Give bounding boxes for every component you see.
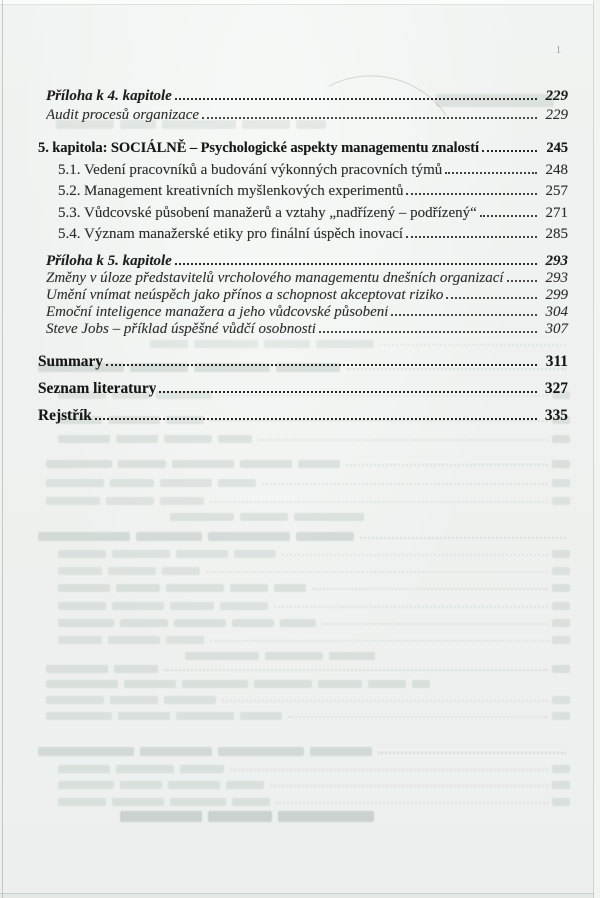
bleedthrough-line [120, 809, 570, 822]
bleedthrough-text-blob [116, 765, 174, 773]
bleedthrough-text-blob [174, 619, 226, 627]
dotted-leader [482, 150, 537, 152]
bleedthrough-line [58, 796, 570, 806]
bleedthrough-text-blob [114, 665, 158, 673]
bleedthrough-text-blob [164, 696, 216, 704]
toc-entry-label: Audit procesů organizace [46, 106, 200, 123]
bleedthrough-line [46, 694, 570, 704]
bleedthrough-text-blob [208, 532, 290, 541]
bleedthrough-text-blob [38, 747, 134, 756]
bleedthrough-text-blob [38, 532, 130, 541]
bleedthrough-page-number-blob [552, 798, 570, 806]
bleedthrough-leader [274, 606, 548, 608]
bleedthrough-text-blob [58, 619, 114, 627]
bleedthrough-line [58, 779, 570, 789]
toc-entry-page: 229 [545, 88, 568, 104]
bleedthrough-text-blob [172, 460, 234, 468]
bleedthrough-text-blob [296, 532, 354, 541]
bleedthrough-text-blob [46, 665, 108, 673]
bleedthrough-text-blob [106, 497, 154, 505]
bleedthrough-page-number-blob [412, 680, 430, 688]
bleedthrough-text-blob [112, 550, 170, 558]
toc-entry-page: 307 [545, 321, 568, 337]
bleedthrough-leader [262, 483, 548, 485]
bleedthrough-page-number-blob [552, 696, 570, 704]
toc-entry [38, 287, 568, 304]
bleedthrough-leader [276, 802, 548, 804]
bleedthrough-line [46, 678, 570, 688]
bleedthrough-line [38, 530, 570, 541]
bleedthrough-text-blob [118, 460, 166, 468]
bleedthrough-line [46, 495, 570, 505]
bleedthrough-leader [378, 752, 566, 754]
bleedthrough-leader [206, 571, 548, 573]
bleedthrough-text-blob [218, 479, 256, 487]
bleedthrough-leader [164, 669, 548, 671]
toc-entry-label: Příloha k 4. kapitole [46, 88, 172, 104]
toc-entry-label: Emoční inteligence manažera a jeho vůdcovské působení [46, 304, 389, 320]
dotted-leader [319, 331, 537, 333]
bleedthrough-leader [258, 439, 548, 441]
bleedthrough-text-blob [58, 798, 106, 806]
bleedthrough-line [58, 617, 570, 627]
toc-entry-number: 5.2. [58, 183, 81, 199]
toc-entry-label: Význam manažerské etiky pro finální úspěch inovací [84, 226, 404, 242]
toc-entry-page: 311 [545, 353, 568, 370]
bleedthrough-page-number-blob [552, 712, 570, 720]
bleedthrough-text-blob [136, 532, 202, 541]
bleedthrough-text-blob [254, 680, 312, 688]
bleedthrough-line [58, 548, 570, 558]
bleedthrough-text-blob [108, 567, 156, 575]
bleedthrough-text-blob [220, 602, 268, 610]
toc-entry-label: Příloha k 5. kapitole [46, 252, 172, 269]
toc-entry-page: 304 [545, 304, 568, 320]
toc-entry-label: Summary [38, 353, 103, 370]
bleedthrough-page-number-blob [552, 665, 570, 673]
bleedthrough-text-blob [218, 747, 304, 756]
bleedthrough-text-blob [58, 550, 106, 558]
bleedthrough-text-blob [208, 811, 272, 822]
bleedthrough-text-blob [120, 619, 168, 627]
toc-entry-page: 229 [545, 106, 568, 123]
bleedthrough-text-blob [176, 712, 234, 720]
dotted-leader [95, 418, 537, 420]
scan-edge-right-band [594, 0, 600, 898]
toc-entry [38, 106, 568, 125]
bleedthrough-text-blob [240, 712, 282, 720]
bleedthrough-page-number-blob [552, 497, 570, 505]
bleedthrough-line [46, 477, 570, 487]
toc-entry-page: 245 [546, 140, 568, 156]
bleedthrough-text-blob [164, 435, 212, 443]
toc-entry-page: 335 [544, 407, 568, 424]
bleedthrough-text-blob [140, 747, 212, 756]
bleedthrough-text-blob [46, 460, 112, 468]
toc-entry-label: Steve Jobs – příklad úspěšné vůdčí osobnosti [46, 321, 316, 337]
bleedthrough-page-number-blob [552, 602, 570, 610]
bleedthrough-text-blob [170, 513, 234, 521]
toc-entry [38, 252, 568, 271]
bleedthrough-text-blob [162, 567, 200, 575]
toc-entry [38, 270, 568, 287]
bleedthrough-text-blob [180, 765, 224, 773]
toc-entry-page: 327 [544, 380, 568, 397]
bleedthrough-text-blob [110, 696, 158, 704]
bleedthrough-line [46, 710, 570, 720]
toc-entry-page: 248 [545, 161, 568, 178]
bleedthrough-leader [282, 554, 548, 556]
toc-entry-label: Management kreativních myšlenkových experimentů [84, 183, 404, 199]
bleedthrough-line [185, 650, 570, 660]
toc-entry [38, 304, 568, 321]
bleedthrough-line [58, 565, 570, 575]
dotted-leader [406, 193, 537, 195]
bleedthrough-text-blob [46, 712, 112, 720]
bleedthrough-text-blob [182, 680, 248, 688]
toc-entry [38, 87, 568, 106]
bleedthrough-text-blob [58, 636, 102, 644]
toc-entry-page: 285 [545, 226, 568, 242]
dotted-leader [445, 172, 537, 174]
bleedthrough-page-number-blob [552, 619, 570, 627]
bleedthrough-leader [270, 785, 548, 787]
toc-entry [38, 181, 568, 203]
bleedthrough-text-blob [58, 567, 102, 575]
bleedthrough-text-blob [116, 435, 158, 443]
bleedthrough-line [58, 763, 570, 773]
bleedthrough-text-blob [274, 584, 306, 592]
scan-edge-bottom [0, 893, 600, 898]
dotted-leader [202, 117, 537, 119]
bleedthrough-text-blob [120, 781, 162, 789]
bleedthrough-text-blob [329, 652, 375, 660]
dotted-leader [480, 215, 537, 217]
dotted-leader [175, 98, 537, 100]
scan-edge-right [593, 0, 594, 898]
bleedthrough-line [38, 745, 570, 756]
bleedthrough-text-blob [280, 619, 316, 627]
toc-entry [38, 224, 568, 246]
bleedthrough-leader [230, 769, 548, 771]
bleedthrough-leader [312, 588, 548, 590]
bleedthrough-text-blob [160, 479, 212, 487]
bleedthrough-text-blob [46, 479, 104, 487]
toc-entry [38, 203, 568, 225]
bleedthrough-leader [222, 700, 548, 702]
bleedthrough-text-blob [118, 712, 170, 720]
toc-entry [38, 375, 568, 402]
dotted-leader [446, 297, 537, 299]
bleedthrough-text-blob [112, 602, 164, 610]
bleedthrough-text-blob [116, 584, 160, 592]
bleedthrough-text-blob [170, 602, 214, 610]
bleedthrough-line [58, 582, 570, 592]
toc-entry [38, 321, 568, 338]
bleedthrough-text-blob [176, 550, 228, 558]
toc-entry-page: 299 [545, 287, 568, 303]
bleedthrough-text-blob [226, 781, 264, 789]
bleedthrough-text-blob [46, 696, 104, 704]
bleedthrough-text-blob [368, 680, 406, 688]
bleedthrough-text-blob [265, 652, 323, 660]
bleedthrough-line [46, 663, 570, 673]
toc-entry-label: Změny v úloze představitelů vrcholového managementu dnešních organizací [46, 270, 504, 286]
bleedthrough-page-number-blob [552, 584, 570, 592]
scan-edge-top [0, 0, 600, 5]
toc-entry-label: Vůdcovské působení manažerů a vztahy „nadřízený – podřízený“ [84, 204, 477, 221]
bleedthrough-leader [346, 464, 548, 466]
toc-entry-number: 5.4. [58, 226, 81, 242]
bleedthrough-text-blob [234, 550, 276, 558]
bleedthrough-text-blob [58, 765, 110, 773]
toc-entry-page: 271 [545, 204, 568, 221]
dotted-leader [175, 263, 537, 265]
toc-entry-label: Umění vnímat neúspěch jako přínos a schopnost akceptovat riziko [46, 287, 444, 303]
corner-mark: 1 [556, 45, 561, 56]
dotted-leader [507, 280, 537, 282]
toc-entry-number: 5.1. [58, 161, 81, 178]
toc-list [38, 87, 568, 429]
bleedthrough-leader [288, 716, 548, 718]
bleedthrough-leader [360, 537, 566, 539]
toc-entry [38, 138, 568, 160]
bleedthrough-leader [210, 640, 548, 642]
toc-entry-page: 257 [545, 183, 568, 199]
bleedthrough-text-blob [240, 460, 292, 468]
bleedthrough-page-number-blob [552, 781, 570, 789]
toc-entry-page: 293 [545, 252, 568, 269]
bleedthrough-page-number-blob [552, 567, 570, 575]
dotted-leader [106, 364, 537, 366]
bleedthrough-text-blob [58, 584, 110, 592]
bleedthrough-line [170, 511, 570, 521]
bleedthrough-text-blob [58, 435, 110, 443]
bleedthrough-text-blob [170, 798, 226, 806]
bleedthrough-leader [210, 501, 548, 503]
bleedthrough-line [46, 458, 570, 468]
bleedthrough-leader [322, 623, 548, 625]
dotted-leader [406, 236, 537, 238]
bleedthrough-page-number-blob [552, 479, 570, 487]
bleedthrough-text-blob [278, 811, 374, 822]
bleedthrough-line [58, 634, 570, 644]
scan-edge-left [2, 0, 3, 898]
toc-entry [38, 348, 568, 375]
toc-entry-page: 293 [545, 270, 568, 286]
bleedthrough-page-number-blob [552, 636, 570, 644]
toc-entry-label: 5. kapitola: SOCIÁLNĚ – Psychologické aspekty managementu znalostí [38, 140, 479, 156]
bleedthrough-text-blob [110, 479, 154, 487]
bleedthrough-text-blob [46, 680, 118, 688]
bleedthrough-text-blob [58, 602, 106, 610]
bleedthrough-page-number-blob [552, 765, 570, 773]
toc-entry-label: Seznam literatury [38, 380, 157, 397]
bleedthrough-text-blob [310, 747, 372, 756]
bleedthrough-text-blob [185, 652, 259, 660]
toc-entry [38, 160, 568, 182]
bleedthrough-text-blob [112, 798, 164, 806]
dotted-leader [159, 391, 537, 393]
bleedthrough-text-blob [232, 619, 274, 627]
bleedthrough-text-blob [58, 781, 114, 789]
bleedthrough-page-number-blob [552, 550, 570, 558]
bleedthrough-text-blob [166, 584, 224, 592]
toc-entry-label: Rejstřík [38, 407, 92, 424]
bleedthrough-text-blob [240, 513, 288, 521]
bleedthrough-text-blob [218, 435, 252, 443]
bleedthrough-page-number-blob [552, 460, 570, 468]
toc-entry-number: 5.3. [58, 204, 81, 221]
bleedthrough-text-blob [120, 811, 202, 822]
bleedthrough-text-blob [232, 798, 270, 806]
bleedthrough-text-blob [160, 497, 204, 505]
bleedthrough-text-blob [298, 460, 340, 468]
bleedthrough-text-blob [46, 497, 100, 505]
bleedthrough-page-number-blob [552, 435, 570, 443]
bleedthrough-text-blob [166, 636, 204, 644]
dotted-leader [391, 314, 537, 316]
bleedthrough-line [58, 433, 570, 443]
toc-entry-label: Vedení pracovníků a budování výkonných pracovních týmů [84, 161, 443, 178]
bleedthrough-line [58, 600, 570, 610]
bleedthrough-text-blob [124, 680, 176, 688]
bleedthrough-text-blob [108, 636, 160, 644]
bleedthrough-text-blob [294, 513, 364, 521]
toc-entry [38, 402, 568, 429]
bleedthrough-text-blob [230, 584, 268, 592]
bleedthrough-text-blob [318, 680, 362, 688]
bleedthrough-text-blob [168, 781, 220, 789]
